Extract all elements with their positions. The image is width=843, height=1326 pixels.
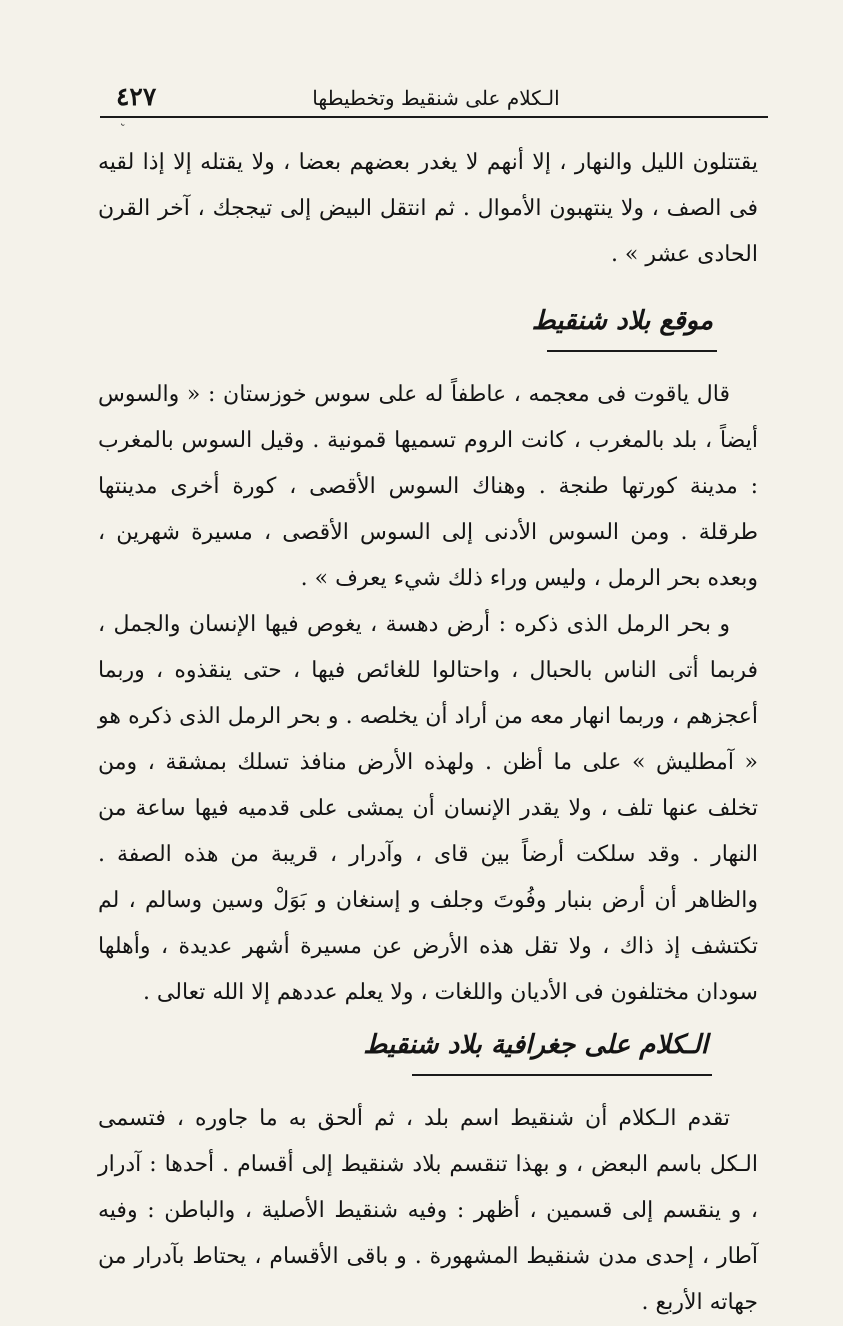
intro-paragraph: يقتتلون الليل والنهار ، إلا أنهم لا يغدر بعضهم بعضا ، ولا يقتله إلا إذا لقيه فى الصف ، ولا ينتهبون الأموال . ثم انتقل البيض إلى تيججك ، آخر القرن الحادى عشر » . bbox=[98, 150, 758, 267]
section-heading-geography-text: الـكلام على جغرافية بلاد شنقيط bbox=[363, 1030, 708, 1060]
running-title: الـكلام على شنقيط وتخطيطها bbox=[312, 86, 560, 110]
section1-body bbox=[98, 372, 758, 1016]
header-rule bbox=[100, 116, 768, 118]
heading-underline bbox=[547, 350, 717, 352]
section-heading-geography bbox=[363, 1030, 708, 1060]
section2-paragraph-1: تقدم الـكلام أن شنقيط اسم بلد ، ثم ألحق به ما جاوره ، فتسمى الـكل باسم البعض ، و بهذا تنقسم بلاد شنقيط إلى أقسام . أحدها : آدرار ، و ينقسم إلى قسمين ، أظهر : وفيه شنقيط الأصلية ، والباطن : وفيه آطار ، إحدى مدن شنقيط المشهورة . و باقى الأقسام ، يحتاط بآدرار من جهاته الأربع . bbox=[98, 1106, 758, 1315]
section-heading-location bbox=[532, 306, 713, 336]
heading-underline bbox=[412, 1074, 712, 1076]
intro-paragraph-block bbox=[98, 140, 758, 278]
page-number: ٤٢٧ bbox=[116, 82, 157, 111]
section1-paragraph-1: قال ياقوت فى معجمه ، عاطفاً له على سوس خوزستان : « والسوس أيضاً ، بلد بالمغرب ، كانت الروم تسميها قمونية . وقيل السوس بالمغرب : مدينة كورتها طنجة . وهناك السوس الأقصى ، كورة أخرى مدينتها طرقلة . ومن السوس الأدنى إلى السوس الأقصى ، مسيرة شهرين ، وبعده بحر الرمل ، وليس وراء ذلك شيء يعرف » . bbox=[98, 382, 758, 591]
margin-mark: ˘ bbox=[115, 121, 127, 137]
section2-body bbox=[98, 1096, 758, 1326]
section1-paragraph-2: و بحر الرمل الذى ذكره : أرض دهسة ، يغوص فيها الإنسان والجمل ، فربما أتى الناس بالحبال ، واحتالوا للغائص فيها ، حتى ينقذوه ، وربما أعجزهم ، وربما انهار معه من أراد أن يخلصه . و بحر الرمل الذى ذكره هو « آمطليش » على ما أظن . ولهذه الأرض منافذ تسلك بمشقة ، ومن تخلف عنها تلف ، ولا يقدر الإنسان أن يمشى على قدميه فيها ساعة من النهار . وقد سلكت أرضاً بين قاى ، وآدرار ، قريبة من هذه الصفة . والظاهر أن أرض بنبار وفُوتَ وجلف و إسنغان و بَوَلْ وسين وسالم ، لم تكتشف إذ ذاك ، ولا تقل هذه الأرض عن مسيرة أشهر عديدة ، وأهلها سودان مختلفون فى الأديان واللغات ، ولا يعلم عددهم إلا الله تعالى . bbox=[98, 612, 758, 1005]
page-header bbox=[104, 78, 768, 118]
section-heading-location-text: موقع بلاد شنقيط bbox=[531, 306, 713, 336]
